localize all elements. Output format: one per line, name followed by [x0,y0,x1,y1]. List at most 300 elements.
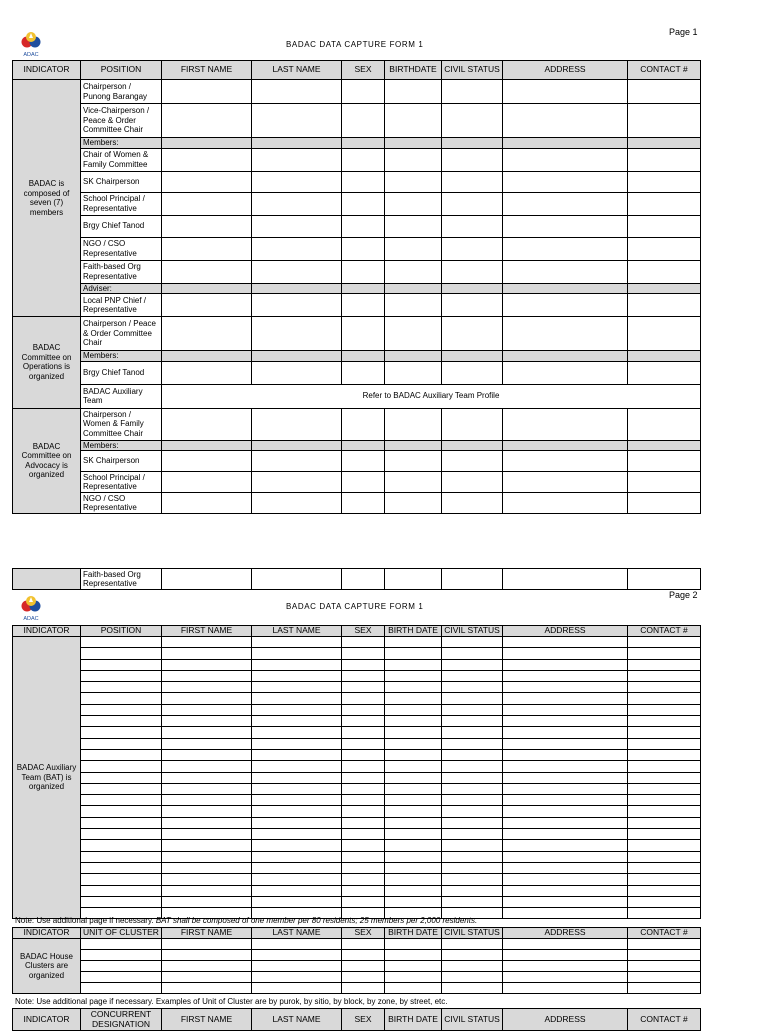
first-name-field[interactable] [162,862,252,873]
civil-status-field[interactable] [442,148,503,171]
address-field[interactable] [503,716,628,727]
last-name-field[interactable] [252,939,342,950]
civil-status-field[interactable] [442,727,503,738]
birthdate-field[interactable] [385,148,442,171]
first-name-field[interactable] [162,451,252,472]
birthdate-field[interactable] [385,783,442,794]
birthdate-field[interactable] [385,896,442,907]
sex-field[interactable] [342,795,385,806]
contact-field[interactable] [628,716,701,727]
position-field[interactable] [81,783,162,794]
first-name-field[interactable] [162,693,252,704]
civil-status-field[interactable] [442,972,503,983]
last-name-field[interactable] [252,783,342,794]
last-name-field[interactable] [252,716,342,727]
sex-field[interactable] [342,961,385,972]
last-name-field[interactable] [252,317,342,351]
contact-field[interactable] [628,451,701,472]
birthdate-field[interactable] [385,716,442,727]
contact-field[interactable] [628,472,701,493]
civil-status-field[interactable] [442,659,503,670]
birthdate-field[interactable] [385,874,442,885]
sex-field[interactable] [342,148,385,171]
contact-field[interactable] [628,317,701,351]
last-name-field[interactable] [252,806,342,817]
last-name-field[interactable] [252,693,342,704]
address-field[interactable] [503,80,628,104]
contact-field[interactable] [628,961,701,972]
first-name-field[interactable] [162,361,252,384]
last-name-field[interactable] [252,670,342,681]
civil-status-field[interactable] [442,192,503,215]
civil-status-field[interactable] [442,260,503,283]
contact-field[interactable] [628,896,701,907]
birthdate-field[interactable] [385,704,442,715]
address-field[interactable] [503,237,628,260]
contact-field[interactable] [628,670,701,681]
civil-status-field[interactable] [442,716,503,727]
sex-field[interactable] [342,874,385,885]
contact-field[interactable] [628,80,701,104]
birthdate-field[interactable] [385,294,442,317]
first-name-field[interactable] [162,761,252,772]
position-field[interactable] [81,749,162,760]
position-field[interactable] [81,659,162,670]
birthdate-field[interactable] [385,939,442,950]
civil-status-field[interactable] [442,472,503,493]
civil-status-field[interactable] [442,451,503,472]
civil-status-field[interactable] [442,317,503,351]
civil-status-field[interactable] [442,885,503,896]
address-field[interactable] [503,795,628,806]
contact-field[interactable] [628,983,701,994]
position-field[interactable] [81,817,162,828]
contact-field[interactable] [628,682,701,693]
position-field[interactable] [81,704,162,715]
position-field[interactable] [81,738,162,749]
address-field[interactable] [503,983,628,994]
position-field[interactable] [81,885,162,896]
first-name-field[interactable] [162,472,252,493]
address-field[interactable] [503,829,628,840]
civil-status-field[interactable] [442,648,503,659]
civil-status-field[interactable] [442,237,503,260]
birthdate-field[interactable] [385,682,442,693]
address-field[interactable] [503,317,628,351]
sex-field[interactable] [342,840,385,851]
position-field[interactable] [81,727,162,738]
civil-status-field[interactable] [442,408,503,440]
address-field[interactable] [503,659,628,670]
sex-field[interactable] [342,983,385,994]
civil-status-field[interactable] [442,896,503,907]
last-name-field[interactable] [252,961,342,972]
contact-field[interactable] [628,840,701,851]
sex-field[interactable] [342,294,385,317]
birthdate-field[interactable] [385,772,442,783]
last-name-field[interactable] [252,885,342,896]
last-name-field[interactable] [252,148,342,171]
birthdate-field[interactable] [385,215,442,237]
birthdate-field[interactable] [385,648,442,659]
contact-field[interactable] [628,693,701,704]
sex-field[interactable] [342,862,385,873]
first-name-field[interactable] [162,727,252,738]
birthdate-field[interactable] [385,795,442,806]
unit-of-cluster-field[interactable] [81,939,162,950]
first-name-field[interactable] [162,896,252,907]
sex-field[interactable] [342,215,385,237]
sex-field[interactable] [342,80,385,104]
civil-status-field[interactable] [442,361,503,384]
last-name-field[interactable] [252,874,342,885]
first-name-field[interactable] [162,294,252,317]
contact-field[interactable] [628,874,701,885]
civil-status-field[interactable] [442,749,503,760]
position-field[interactable] [81,806,162,817]
sex-field[interactable] [342,761,385,772]
first-name-field[interactable] [162,874,252,885]
address-field[interactable] [503,862,628,873]
last-name-field[interactable] [252,104,342,138]
birthdate-field[interactable] [385,972,442,983]
position-field[interactable] [81,682,162,693]
contact-field[interactable] [628,260,701,283]
contact-field[interactable] [628,408,701,440]
address-field[interactable] [503,727,628,738]
address-field[interactable] [503,408,628,440]
address-field[interactable] [503,493,628,514]
civil-status-field[interactable] [442,817,503,828]
civil-status-field[interactable] [442,738,503,749]
address-field[interactable] [503,637,628,648]
first-name-field[interactable] [162,939,252,950]
civil-status-field[interactable] [442,80,503,104]
contact-field[interactable] [628,237,701,260]
first-name-field[interactable] [162,104,252,138]
first-name-field[interactable] [162,317,252,351]
sex-field[interactable] [342,104,385,138]
unit-of-cluster-field[interactable] [81,972,162,983]
contact-field[interactable] [628,939,701,950]
contact-field[interactable] [628,851,701,862]
address-field[interactable] [503,294,628,317]
contact-field[interactable] [628,361,701,384]
sex-field[interactable] [342,659,385,670]
civil-status-field[interactable] [442,961,503,972]
sex-field[interactable] [342,772,385,783]
sex-field[interactable] [342,783,385,794]
address-field[interactable] [503,738,628,749]
birthdate-field[interactable] [385,451,442,472]
birthdate-field[interactable] [385,862,442,873]
civil-status-field[interactable] [442,682,503,693]
last-name-field[interactable] [252,727,342,738]
contact-field[interactable] [628,192,701,215]
last-name-field[interactable] [252,260,342,283]
last-name-field[interactable] [252,682,342,693]
position-field[interactable] [81,648,162,659]
position-field[interactable] [81,637,162,648]
contact-field[interactable] [628,104,701,138]
birthdate-field[interactable] [385,637,442,648]
last-name-field[interactable] [252,950,342,961]
last-name-field[interactable] [252,851,342,862]
address-field[interactable] [503,215,628,237]
sex-field[interactable] [342,317,385,351]
sex-field[interactable] [342,693,385,704]
birthdate-field[interactable] [385,761,442,772]
address-field[interactable] [503,648,628,659]
position-field[interactable] [81,795,162,806]
contact-field[interactable] [628,294,701,317]
first-name-field[interactable] [162,171,252,192]
first-name-field[interactable] [162,237,252,260]
contact-field[interactable] [628,761,701,772]
birthdate-field[interactable] [385,493,442,514]
position-field[interactable] [81,716,162,727]
contact-field[interactable] [628,659,701,670]
sex-field[interactable] [342,408,385,440]
last-name-field[interactable] [252,896,342,907]
first-name-field[interactable] [162,493,252,514]
address-field[interactable] [503,171,628,192]
last-name-field[interactable] [252,472,342,493]
birthdate-field[interactable] [385,260,442,283]
civil-status-field[interactable] [442,783,503,794]
sex-field[interactable] [342,738,385,749]
address-field[interactable] [503,783,628,794]
first-name-field[interactable] [162,795,252,806]
first-name-field[interactable] [162,80,252,104]
contact-field[interactable] [628,806,701,817]
contact-field[interactable] [628,738,701,749]
last-name-field[interactable] [252,361,342,384]
position-field[interactable] [81,693,162,704]
first-name-field[interactable] [162,885,252,896]
first-name-field[interactable] [162,215,252,237]
contact-field[interactable] [628,885,701,896]
first-name-field[interactable] [162,851,252,862]
civil-status-field[interactable] [442,670,503,681]
address-field[interactable] [503,817,628,828]
last-name-field[interactable] [252,795,342,806]
sex-field[interactable] [342,237,385,260]
civil-status-field[interactable] [442,772,503,783]
civil-status-field[interactable] [442,983,503,994]
contact-field[interactable] [628,908,701,919]
first-name-field[interactable] [162,682,252,693]
contact-field[interactable] [628,783,701,794]
first-name-field[interactable] [162,569,252,590]
civil-status-field[interactable] [442,874,503,885]
contact-field[interactable] [628,493,701,514]
birthdate-field[interactable] [385,237,442,260]
contact-field[interactable] [628,972,701,983]
sex-field[interactable] [342,451,385,472]
unit-of-cluster-field[interactable] [81,983,162,994]
last-name-field[interactable] [252,972,342,983]
sex-field[interactable] [342,637,385,648]
birthdate-field[interactable] [385,192,442,215]
last-name-field[interactable] [252,862,342,873]
first-name-field[interactable] [162,637,252,648]
position-field[interactable] [81,670,162,681]
civil-status-field[interactable] [442,761,503,772]
address-field[interactable] [503,361,628,384]
civil-status-field[interactable] [442,637,503,648]
sex-field[interactable] [342,939,385,950]
position-field[interactable] [81,761,162,772]
address-field[interactable] [503,761,628,772]
last-name-field[interactable] [252,738,342,749]
civil-status-field[interactable] [442,493,503,514]
sex-field[interactable] [342,493,385,514]
address-field[interactable] [503,874,628,885]
sex-field[interactable] [342,817,385,828]
birthdate-field[interactable] [385,104,442,138]
sex-field[interactable] [342,472,385,493]
address-field[interactable] [503,885,628,896]
address-field[interactable] [503,693,628,704]
sex-field[interactable] [342,704,385,715]
sex-field[interactable] [342,648,385,659]
last-name-field[interactable] [252,749,342,760]
sex-field[interactable] [342,806,385,817]
first-name-field[interactable] [162,148,252,171]
sex-field[interactable] [342,716,385,727]
address-field[interactable] [503,260,628,283]
first-name-field[interactable] [162,260,252,283]
sex-field[interactable] [342,896,385,907]
civil-status-field[interactable] [442,215,503,237]
birthdate-field[interactable] [385,749,442,760]
position-field[interactable] [81,772,162,783]
sex-field[interactable] [342,171,385,192]
contact-field[interactable] [628,648,701,659]
first-name-field[interactable] [162,983,252,994]
birthdate-field[interactable] [385,840,442,851]
address-field[interactable] [503,104,628,138]
position-field[interactable] [81,896,162,907]
birthdate-field[interactable] [385,829,442,840]
first-name-field[interactable] [162,648,252,659]
first-name-field[interactable] [162,670,252,681]
contact-field[interactable] [628,148,701,171]
last-name-field[interactable] [252,637,342,648]
sex-field[interactable] [342,192,385,215]
civil-status-field[interactable] [442,806,503,817]
contact-field[interactable] [628,727,701,738]
first-name-field[interactable] [162,704,252,715]
address-field[interactable] [503,840,628,851]
address-field[interactable] [503,472,628,493]
birthdate-field[interactable] [385,961,442,972]
contact-field[interactable] [628,829,701,840]
first-name-field[interactable] [162,961,252,972]
first-name-field[interactable] [162,783,252,794]
first-name-field[interactable] [162,772,252,783]
first-name-field[interactable] [162,192,252,215]
address-field[interactable] [503,148,628,171]
birthdate-field[interactable] [385,670,442,681]
birthdate-field[interactable] [385,738,442,749]
position-field[interactable] [81,840,162,851]
contact-field[interactable] [628,795,701,806]
birthdate-field[interactable] [385,950,442,961]
last-name-field[interactable] [252,171,342,192]
civil-status-field[interactable] [442,795,503,806]
sex-field[interactable] [342,950,385,961]
contact-field[interactable] [628,215,701,237]
contact-field[interactable] [628,862,701,873]
address-field[interactable] [503,192,628,215]
sex-field[interactable] [342,829,385,840]
civil-status-field[interactable] [442,294,503,317]
civil-status-field[interactable] [442,704,503,715]
civil-status-field[interactable] [442,939,503,950]
last-name-field[interactable] [252,704,342,715]
birthdate-field[interactable] [385,171,442,192]
civil-status-field[interactable] [442,829,503,840]
birthdate-field[interactable] [385,361,442,384]
first-name-field[interactable] [162,659,252,670]
first-name-field[interactable] [162,738,252,749]
birthdate-field[interactable] [385,80,442,104]
birthdate-field[interactable] [385,317,442,351]
birthdate-field[interactable] [385,472,442,493]
birthdate-field[interactable] [385,983,442,994]
sex-field[interactable] [342,569,385,590]
address-field[interactable] [503,806,628,817]
sex-field[interactable] [342,972,385,983]
contact-field[interactable] [628,772,701,783]
contact-field[interactable] [628,817,701,828]
last-name-field[interactable] [252,840,342,851]
last-name-field[interactable] [252,659,342,670]
position-field[interactable] [81,851,162,862]
last-name-field[interactable] [252,237,342,260]
first-name-field[interactable] [162,829,252,840]
last-name-field[interactable] [252,817,342,828]
address-field[interactable] [503,451,628,472]
civil-status-field[interactable] [442,569,503,590]
last-name-field[interactable] [252,983,342,994]
last-name-field[interactable] [252,829,342,840]
last-name-field[interactable] [252,294,342,317]
position-field[interactable] [81,829,162,840]
address-field[interactable] [503,749,628,760]
last-name-field[interactable] [252,493,342,514]
birthdate-field[interactable] [385,851,442,862]
civil-status-field[interactable] [442,171,503,192]
last-name-field[interactable] [252,80,342,104]
birthdate-field[interactable] [385,693,442,704]
address-field[interactable] [503,682,628,693]
civil-status-field[interactable] [442,862,503,873]
last-name-field[interactable] [252,569,342,590]
contact-field[interactable] [628,950,701,961]
birthdate-field[interactable] [385,817,442,828]
address-field[interactable] [503,939,628,950]
last-name-field[interactable] [252,648,342,659]
first-name-field[interactable] [162,817,252,828]
address-field[interactable] [503,950,628,961]
civil-status-field[interactable] [442,950,503,961]
position-field[interactable] [81,862,162,873]
first-name-field[interactable] [162,716,252,727]
sex-field[interactable] [342,727,385,738]
